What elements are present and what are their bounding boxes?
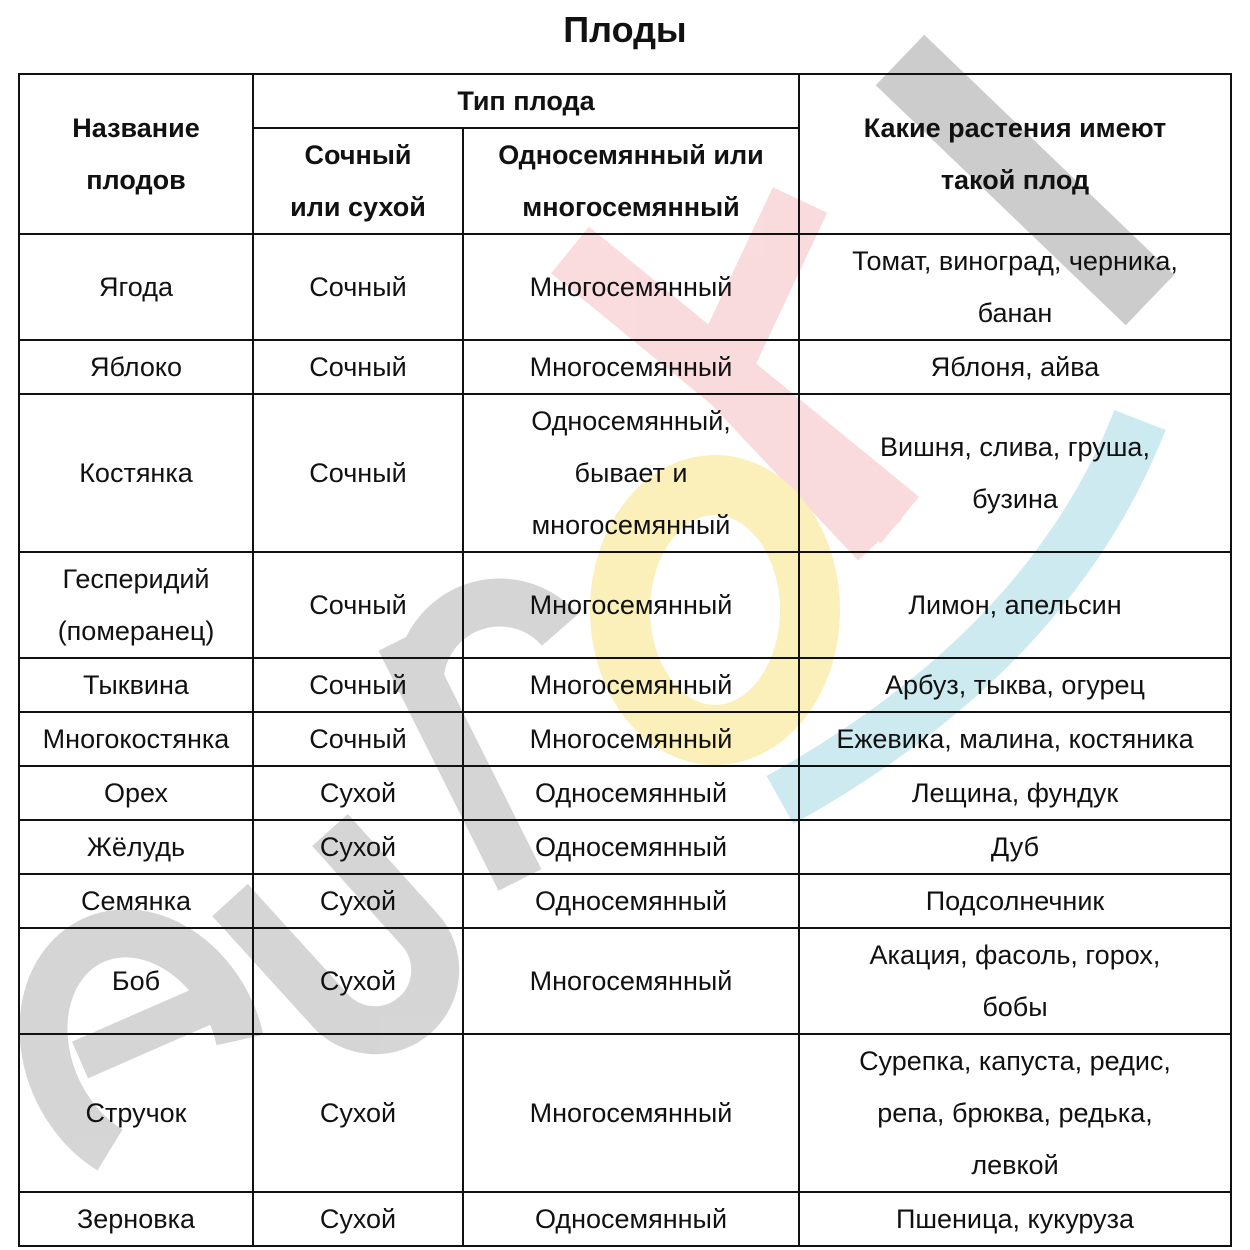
cell-name: Тыквина bbox=[19, 658, 253, 712]
cell-juicy: Сочный bbox=[253, 712, 463, 766]
cell-seeds: Односемянный bbox=[463, 1192, 799, 1246]
cell-seeds: Многосемянный bbox=[463, 1034, 799, 1192]
cell-plants: Акация, фасоль, горох, бобы bbox=[799, 928, 1231, 1034]
cell-juicy: Сочный bbox=[253, 394, 463, 552]
cell-seeds: Односемянный bbox=[463, 766, 799, 820]
cell-juicy: Сухой bbox=[253, 928, 463, 1034]
cell-seeds: Многосемянный bbox=[463, 928, 799, 1034]
cell-juicy: Сухой bbox=[253, 766, 463, 820]
header-name: Название плодов bbox=[19, 74, 253, 234]
cell-plants: Вишня, слива, груша, бузина bbox=[799, 394, 1231, 552]
cell-name: Боб bbox=[19, 928, 253, 1034]
header-plants: Какие растения имеют такой плод bbox=[799, 74, 1231, 234]
cell-juicy: Сочный bbox=[253, 234, 463, 340]
page-title: Плоды bbox=[563, 9, 687, 50]
cell-seeds: Многосемянный bbox=[463, 234, 799, 340]
cell-name: Зерновка bbox=[19, 1192, 253, 1246]
cell-seeds: Многосемянный bbox=[463, 552, 799, 658]
cell-name: Многокостянка bbox=[19, 712, 253, 766]
cell-seeds: Односемянный, бывает и многосемянный bbox=[463, 394, 799, 552]
cell-seeds: Многосемянный bbox=[463, 340, 799, 394]
cell-juicy: Сочный bbox=[253, 658, 463, 712]
cell-plants: Подсолнечник bbox=[799, 874, 1231, 928]
cell-name: Костянка bbox=[19, 394, 253, 552]
fruits-table bbox=[18, 73, 1232, 1247]
cell-name: Стручок bbox=[19, 1034, 253, 1192]
cell-plants: Яблоня, айва bbox=[799, 340, 1231, 394]
cell-seeds: Односемянный bbox=[463, 820, 799, 874]
cell-juicy: Сухой bbox=[253, 1192, 463, 1246]
cell-name: Яблоко bbox=[19, 340, 253, 394]
table-row bbox=[19, 552, 1231, 658]
header-juicy-dry: Сочный или сухой bbox=[253, 128, 463, 234]
cell-seeds: Многосемянный bbox=[463, 712, 799, 766]
cell-juicy: Сухой bbox=[253, 820, 463, 874]
cell-name: Семянка bbox=[19, 874, 253, 928]
header-seeds: Односемянный или многосемянный bbox=[463, 128, 799, 234]
header-type-group: Тип плода bbox=[253, 74, 799, 128]
cell-plants: Лещина, фундук bbox=[799, 766, 1231, 820]
cell-juicy: Сухой bbox=[253, 1034, 463, 1192]
cell-juicy: Сочный bbox=[253, 340, 463, 394]
table-row bbox=[19, 766, 1231, 820]
table-row bbox=[19, 820, 1231, 874]
cell-juicy: Сухой bbox=[253, 874, 463, 928]
cell-plants: Арбуз, тыква, огурец bbox=[799, 658, 1231, 712]
table-row bbox=[19, 394, 1231, 552]
cell-seeds: Односемянный bbox=[463, 874, 799, 928]
table-row bbox=[19, 658, 1231, 712]
cell-name: Гесперидий (померанец) bbox=[19, 552, 253, 658]
cell-plants: Сурепка, капуста, редис, репа, брюква, редька, левкой bbox=[799, 1034, 1231, 1192]
cell-name: Орех bbox=[19, 766, 253, 820]
cell-plants: Дуб bbox=[799, 820, 1231, 874]
cell-name: Жёлудь bbox=[19, 820, 253, 874]
cell-plants: Ежевика, малина, костяника bbox=[799, 712, 1231, 766]
table-row bbox=[19, 874, 1231, 928]
cell-juicy: Сочный bbox=[253, 552, 463, 658]
cell-name: Ягода bbox=[19, 234, 253, 340]
cell-seeds: Многосемянный bbox=[463, 658, 799, 712]
table-row bbox=[19, 234, 1231, 340]
table-row bbox=[19, 1192, 1231, 1246]
cell-plants: Лимон, апельсин bbox=[799, 552, 1231, 658]
table-row bbox=[19, 1034, 1231, 1192]
cell-plants: Томат, виноград, черника, банан bbox=[799, 234, 1231, 340]
table-row bbox=[19, 340, 1231, 394]
table-row bbox=[19, 928, 1231, 1034]
cell-plants: Пшеница, кукуруза bbox=[799, 1192, 1231, 1246]
table-row bbox=[19, 712, 1231, 766]
